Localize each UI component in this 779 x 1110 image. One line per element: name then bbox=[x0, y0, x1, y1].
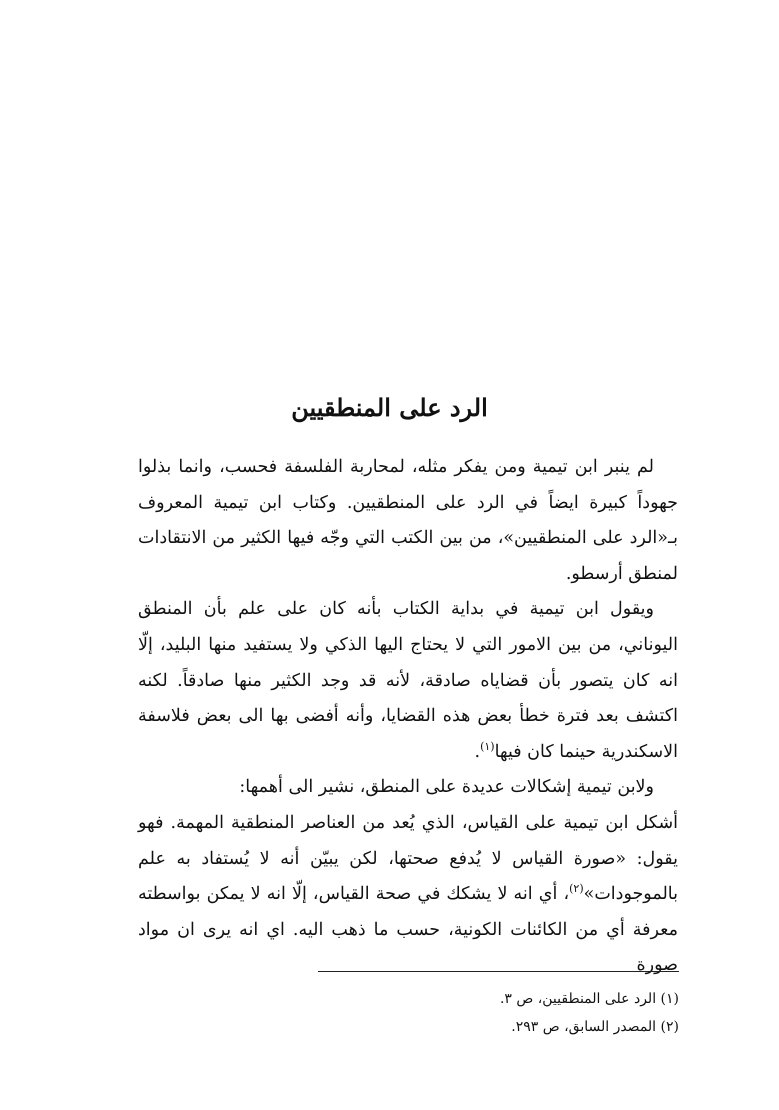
paragraph-2-text: ويقول ابن تيمية في بداية الكتاب بأنه كان على علم بأن المنطق اليوناني، من بين الامور التي لا يحتاج اليها الذكي ولا يستفيد منها البليد، إلّا انه كان يتصور بأن قضاياه صادقة، لأنه قد وجد الكثير منها صادقاً. لكنه اكتشف بعد فترة خطأ بعض هذه القضايا، وأنه أفضى بها الى بعض فلاسفة الاسكندرية حينما كان فيها bbox=[138, 599, 678, 762]
paragraph-2 bbox=[138, 592, 678, 770]
footnotes bbox=[318, 985, 679, 1041]
paragraph-4-text: أشكل ابن تيمية على القياس، الذي يُعد من العناصر المنطقية المهمة. فهو يقول: «صورة القياس لا يُدفع صحتها، لكن يبيّن أنه لا يُستفاد به علم بالموجودات» bbox=[138, 812, 678, 905]
paragraph-3 bbox=[138, 770, 678, 806]
paragraph-2-end: . bbox=[474, 741, 481, 762]
paragraph-3-text: ولابن تيمية إشكالات عديدة على المنطق، نشير الى أهمها: bbox=[239, 777, 654, 798]
paragraph-4-continuation: ، أي انه لا يشكك في صحة القياس، إلّا انه لا يمكن بواسطته معرفة أي من الكائنات الكونية، حسب ما ذهب اليه. اي انه يرى ان مواد صورة bbox=[138, 884, 678, 976]
paragraph-1-text: لم ينبر ابن تيمية ومن يفكر مثله، لمحاربة الفلسفة فحسب، وانما بذلوا جهوداً كبيرة ايضاً في الرد على المنطقيين. وكتاب ابن تيمية المعروف بـ«الرد على المنطقيين»، من بين الكتب التي وجّه فيها الكثير من الانتقادات لمنطق أرسطو. bbox=[138, 457, 678, 584]
footnote-ref-2: (٢) bbox=[569, 882, 584, 896]
paragraph-4 bbox=[138, 806, 678, 984]
footnote-ref-1: (١) bbox=[480, 739, 495, 753]
footnote-1: (١) الرد على المنطقيين، ص ٣. bbox=[499, 991, 679, 1007]
body-text bbox=[138, 450, 678, 984]
footnote-divider bbox=[318, 971, 679, 972]
paragraph-1 bbox=[138, 450, 678, 592]
section-title: الرد على المنطقيين bbox=[291, 393, 488, 422]
footnote-2: (٢) المصدر السابق، ص ٢٩٣. bbox=[511, 1019, 679, 1035]
